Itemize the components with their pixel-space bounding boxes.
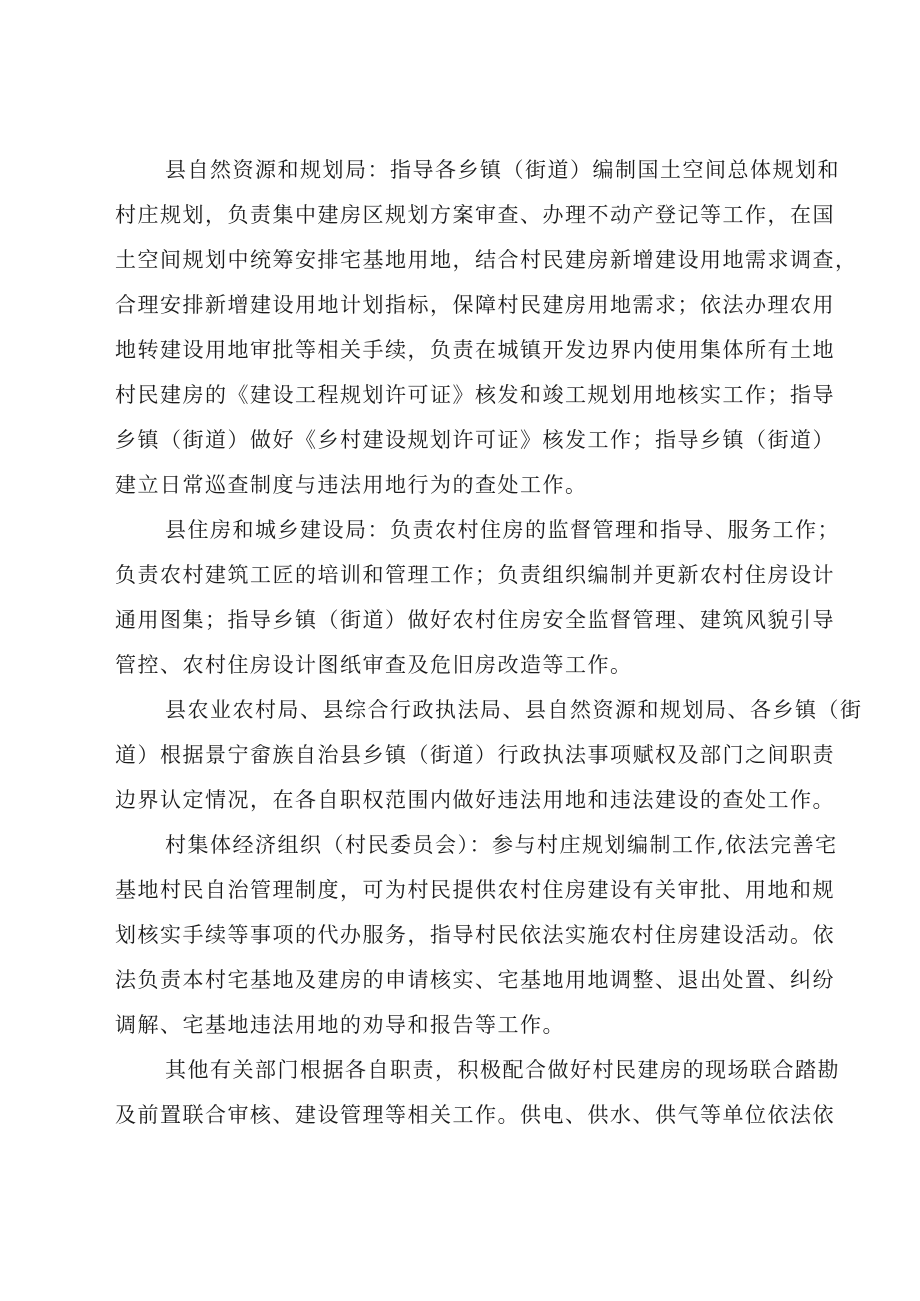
text-line: 村民建房的《建设工程规划许可证》核发和竣工规划用地核实工作；指导 xyxy=(115,383,835,407)
paragraph-natural-resources-bureau xyxy=(115,148,858,508)
text-line: 通用图集；指导乡镇（街道）做好农村住房安全监督管理、建筑风貌引导 xyxy=(115,608,835,632)
text-line: 县住房和城乡建设局：负责农村住房的监督管理和指导、服务工作； xyxy=(165,518,840,542)
paragraph-other-departments xyxy=(115,1048,840,1138)
paragraph-enforcement-agencies xyxy=(115,688,863,823)
text-line: 县自然资源和规划局：指导各乡镇（街道）编制国土空间总体规划和 xyxy=(165,158,840,182)
document-body xyxy=(115,148,863,1138)
text-line: 管控、农村住房设计图纸审查及危旧房改造等工作。 xyxy=(115,653,633,677)
text-line: 调解、宅基地违法用地的劝导和报告等工作。 xyxy=(115,1013,565,1037)
text-line: 村集体经济组织（村民委员会）：参与村庄规划编制工作,依法完善宅 xyxy=(165,833,838,857)
text-line: 合理安排新增建设用地计划指标，保障村民建房用地需求；依法办理农用 xyxy=(115,293,835,317)
text-line: 划核实手续等事项的代办服务，指导村民依法实施农村住房建设活动。依 xyxy=(115,923,835,947)
text-line: 县农业农村局、县综合行政执法局、县自然资源和规划局、各乡镇（街 xyxy=(165,698,863,722)
text-line: 及前置联合审核、建设管理等相关工作。供电、供水、供气等单位依法依 xyxy=(115,1103,835,1127)
text-line: 建立日常巡查制度与违法用地行为的查处工作。 xyxy=(115,473,588,497)
text-line: 法负责本村宅基地及建房的申请核实、宅基地用地调整、退出处置、纠纷 xyxy=(115,968,835,992)
text-line: 土空间规划中统筹安排宅基地用地，结合村民建房新增建设用地需求调查， xyxy=(115,248,858,272)
text-line: 村庄规划，负责集中建房区规划方案审查、办理不动产登记等工作，在国 xyxy=(115,203,835,227)
text-line: 乡镇（街道）做好《乡村建设规划许可证》核发工作；指导乡镇（街道） xyxy=(115,428,835,452)
text-line: 负责农村建筑工匠的培训和管理工作；负责组织编制并更新农村住房设计 xyxy=(115,563,835,587)
text-line: 地转建设用地审批等相关手续，负责在城镇开发边界内使用集体所有土地 xyxy=(115,338,835,362)
text-line: 边界认定情况，在各自职权范围内做好违法用地和违法建设的查处工作。 xyxy=(115,788,835,812)
text-line: 道）根据景宁畲族自治县乡镇（街道）行政执法事项赋权及部门之间职责 xyxy=(115,743,835,767)
paragraph-housing-bureau xyxy=(115,508,840,688)
text-line: 其他有关部门根据各自职责，积极配合做好村民建房的现场联合踏勘 xyxy=(165,1058,840,1082)
text-line: 基地村民自治管理制度，可为村民提供农村住房建设有关审批、用地和规 xyxy=(115,878,835,902)
paragraph-village-collective xyxy=(115,823,838,1048)
